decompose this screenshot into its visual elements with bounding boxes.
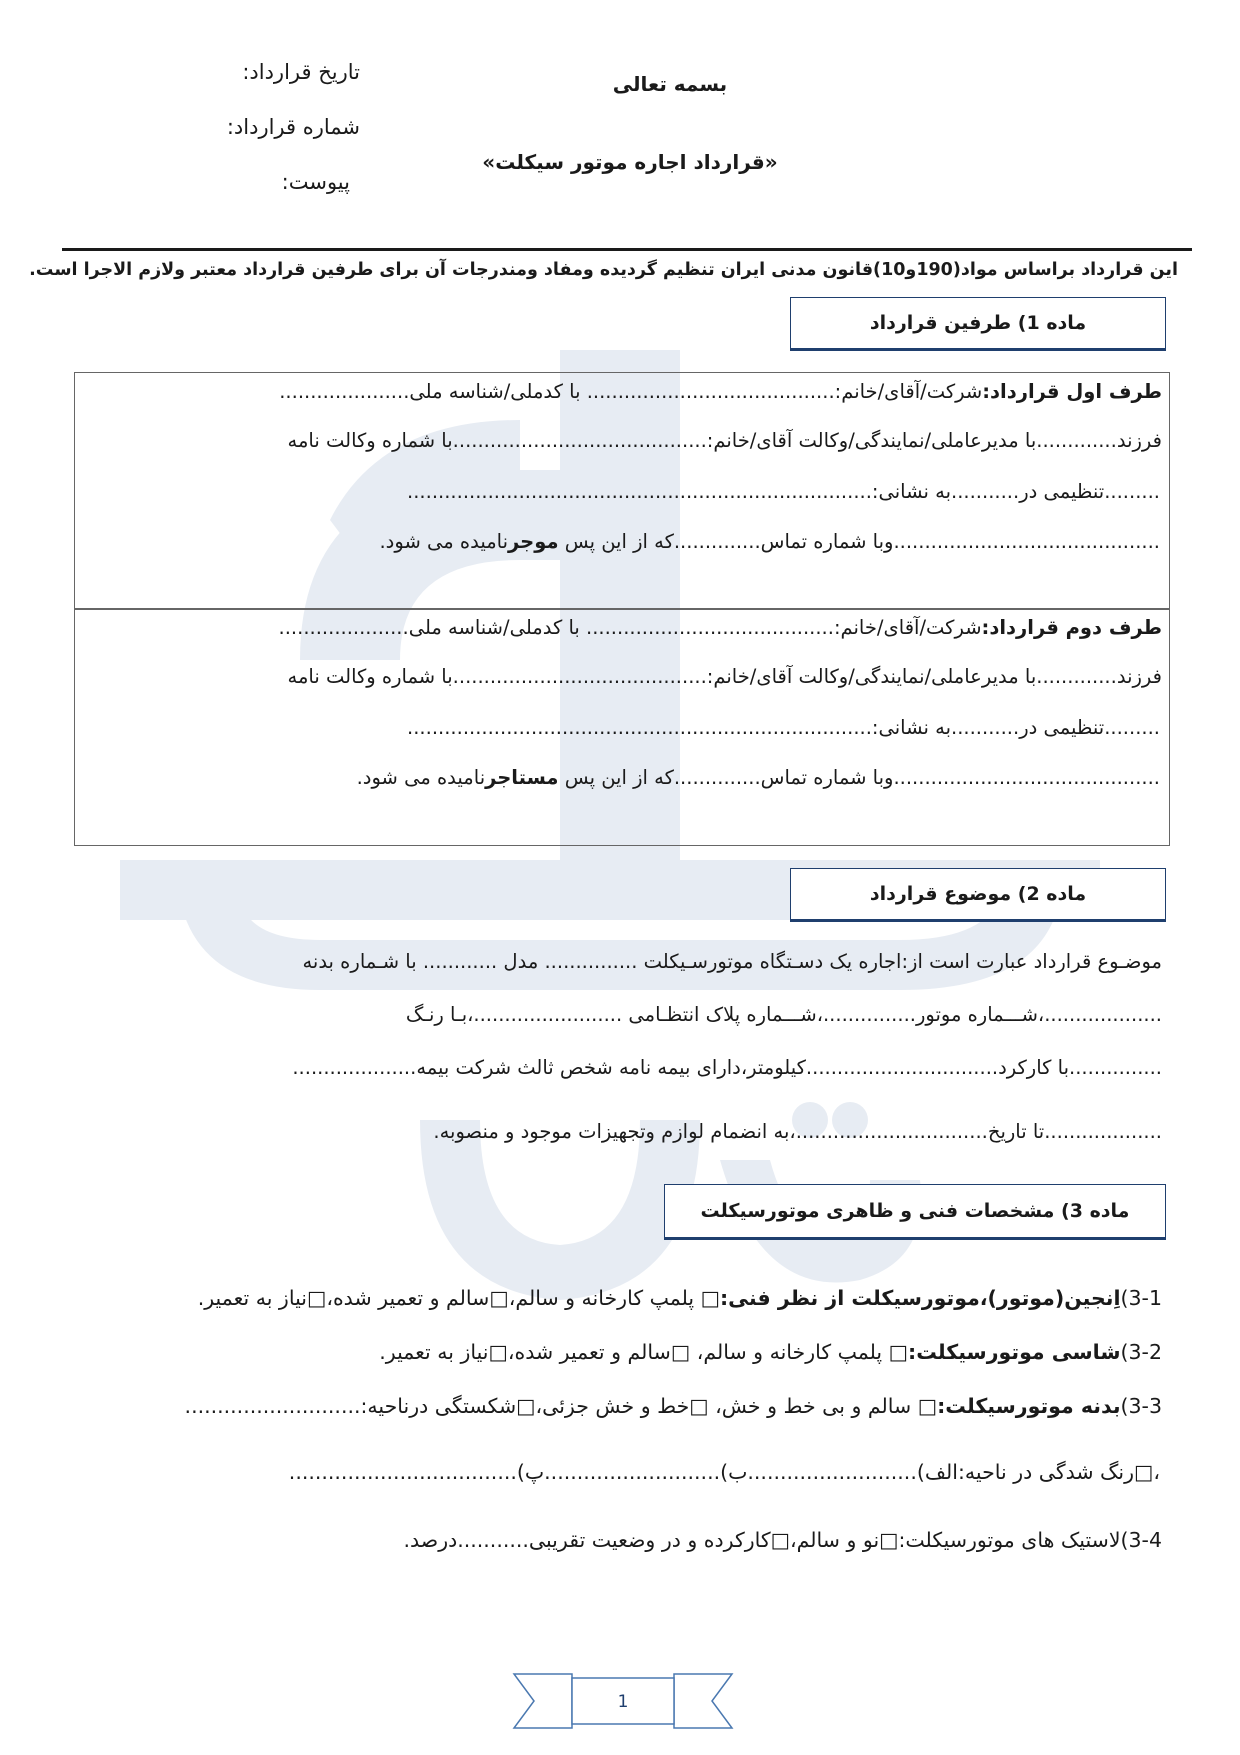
party-1-line-1-text: شرکت/آقای/خانم:........................................ با کدملی/شناسه ملی..................... [279,380,983,403]
party-1-line-2: فرزند.............با مدیرعاملی/نمایندگی/وکالت آقای/خانم:.........................................با شماره وکالت نامه [287,429,1162,452]
page-number: 1 [617,1692,629,1712]
spec-item-4-options: لاستیک های موتورسیکلت:□نو و سالم،□کارکرده و در وضعیت تقریبی...........درصد. [403,1528,1121,1552]
spec-item-3-label: بدنه موتورسیکلت: [937,1394,1121,1418]
invocation: بسمه تعالی [612,72,728,96]
spec-item-2-options: □ پلمپ کارخانه و سالم، □سالم و تعمیر شده،□نیاز به تعمیر. [379,1340,908,1364]
preamble: این قرارداد براساس مواد(190و10)قانون مدنی ایران تنظیم گردیده ومفاد ومندرجات آن برای طرفین قرارداد معتبر ولازم الاجرا است. [29,260,1178,280]
spec-item-1 [198,1286,1162,1311]
spec-item-3-number: 3-3) [1120,1394,1162,1418]
spec-item-3-continued: ،□رنگ شدگی در ناحیه:الف)..........................ب)...........................پ)................................... [288,1460,1160,1484]
spec-item-1-number: 3-1) [1120,1286,1162,1310]
party-1-line-4 [379,530,1160,553]
article-2-line-1: موضـوع قرارداد عبارت است از:اجاره یک دسـتگاه موتورسـیکلت ............... مدل ............ با شـماره بدنه [302,950,1162,973]
party-2-role: مستاجر [485,766,559,789]
article-3-heading: ماده 3) مشخصات فنی و ظاهری موتورسیکلت [664,1184,1166,1238]
party-2-line-1 [279,616,1162,639]
spec-item-3 [185,1394,1162,1419]
party-2-line-4 [357,766,1160,789]
article-2-line-3: ...............با کارکرد...............................کیلومتر،دارای بیمه نامه شخص ثالث شرکت بیمه.................... [292,1056,1162,1079]
party-1-line-4-end: نامیده می شود. [379,530,509,553]
party-2-heading: طرف دوم قرارداد: [981,616,1162,639]
article-1-heading: ماده 1) طرفین قرارداد [790,297,1166,349]
party-1-role: موجر [508,530,559,553]
party-2-line-3: .........تنظیمی در...........به نشانی:........................................................................... [407,716,1160,739]
party-2-line-1-text: شرکت/آقای/خانم:........................................ با کدملی/شناسه ملی..................... [278,616,982,639]
party-2-line-2: فرزند.............با مدیرعاملی/نمایندگی/وکالت آقای/خانم:.........................................با شماره وکالت نامه [287,665,1162,688]
party-1-line-3: .........تنظیمی در...........به نشانی:........................................................................... [407,480,1160,503]
article-2-line-2: ...................،شـــماره موتور...............،شـــماره پلاک انتظـامی ........................،بـا رنـگ [405,1003,1162,1026]
contract-number-label: شماره قرارداد: [226,115,360,139]
contract-date-label: تاریخ قرارداد: [242,60,360,84]
spec-item-1-label: اِنجین(موتور)،موتورسیکلت از نظر فنی: [719,1286,1121,1310]
spec-item-2-number: 3-2) [1120,1340,1162,1364]
spec-item-4-number: 3-4) [1120,1528,1162,1552]
spec-item-2 [379,1340,1162,1365]
contract-title: «قرارداد اجاره موتور سیکلت» [482,150,778,174]
spec-item-1-options: □ پلمپ کارخانه و سالم،□سالم و تعمیر شده،□نیاز به تعمیر. [197,1286,720,1310]
party-1-line-4-text: ...........................................وبا شماره تماس..............که از این پس [558,530,1160,553]
party-2-line-4-end: نامیده می شود. [356,766,486,789]
article-2-heading: ماده 2) موضوع قرارداد [790,868,1166,920]
spec-item-3-options: □ سالم و بی خط و خش، □خط و خش جزئی،□شکستگی درناحیه:........................... [184,1394,938,1418]
party-1-heading: طرف اول قرارداد: [982,380,1162,403]
party-1-line-1 [279,380,1162,403]
article-2-line-4: ...................تا تاریخ...............................،به انضمام لوازم وتجهیزات موجود و منصوبه. [433,1120,1162,1143]
attachment-label: پیوست: [281,170,350,194]
spec-item-2-label: شاسی موتورسیکلت: [908,1340,1121,1364]
spec-item-4 [404,1528,1162,1553]
header-divider [62,248,1192,251]
party-2-line-4-text: ...........................................وبا شماره تماس..............که از این پس [558,766,1160,789]
